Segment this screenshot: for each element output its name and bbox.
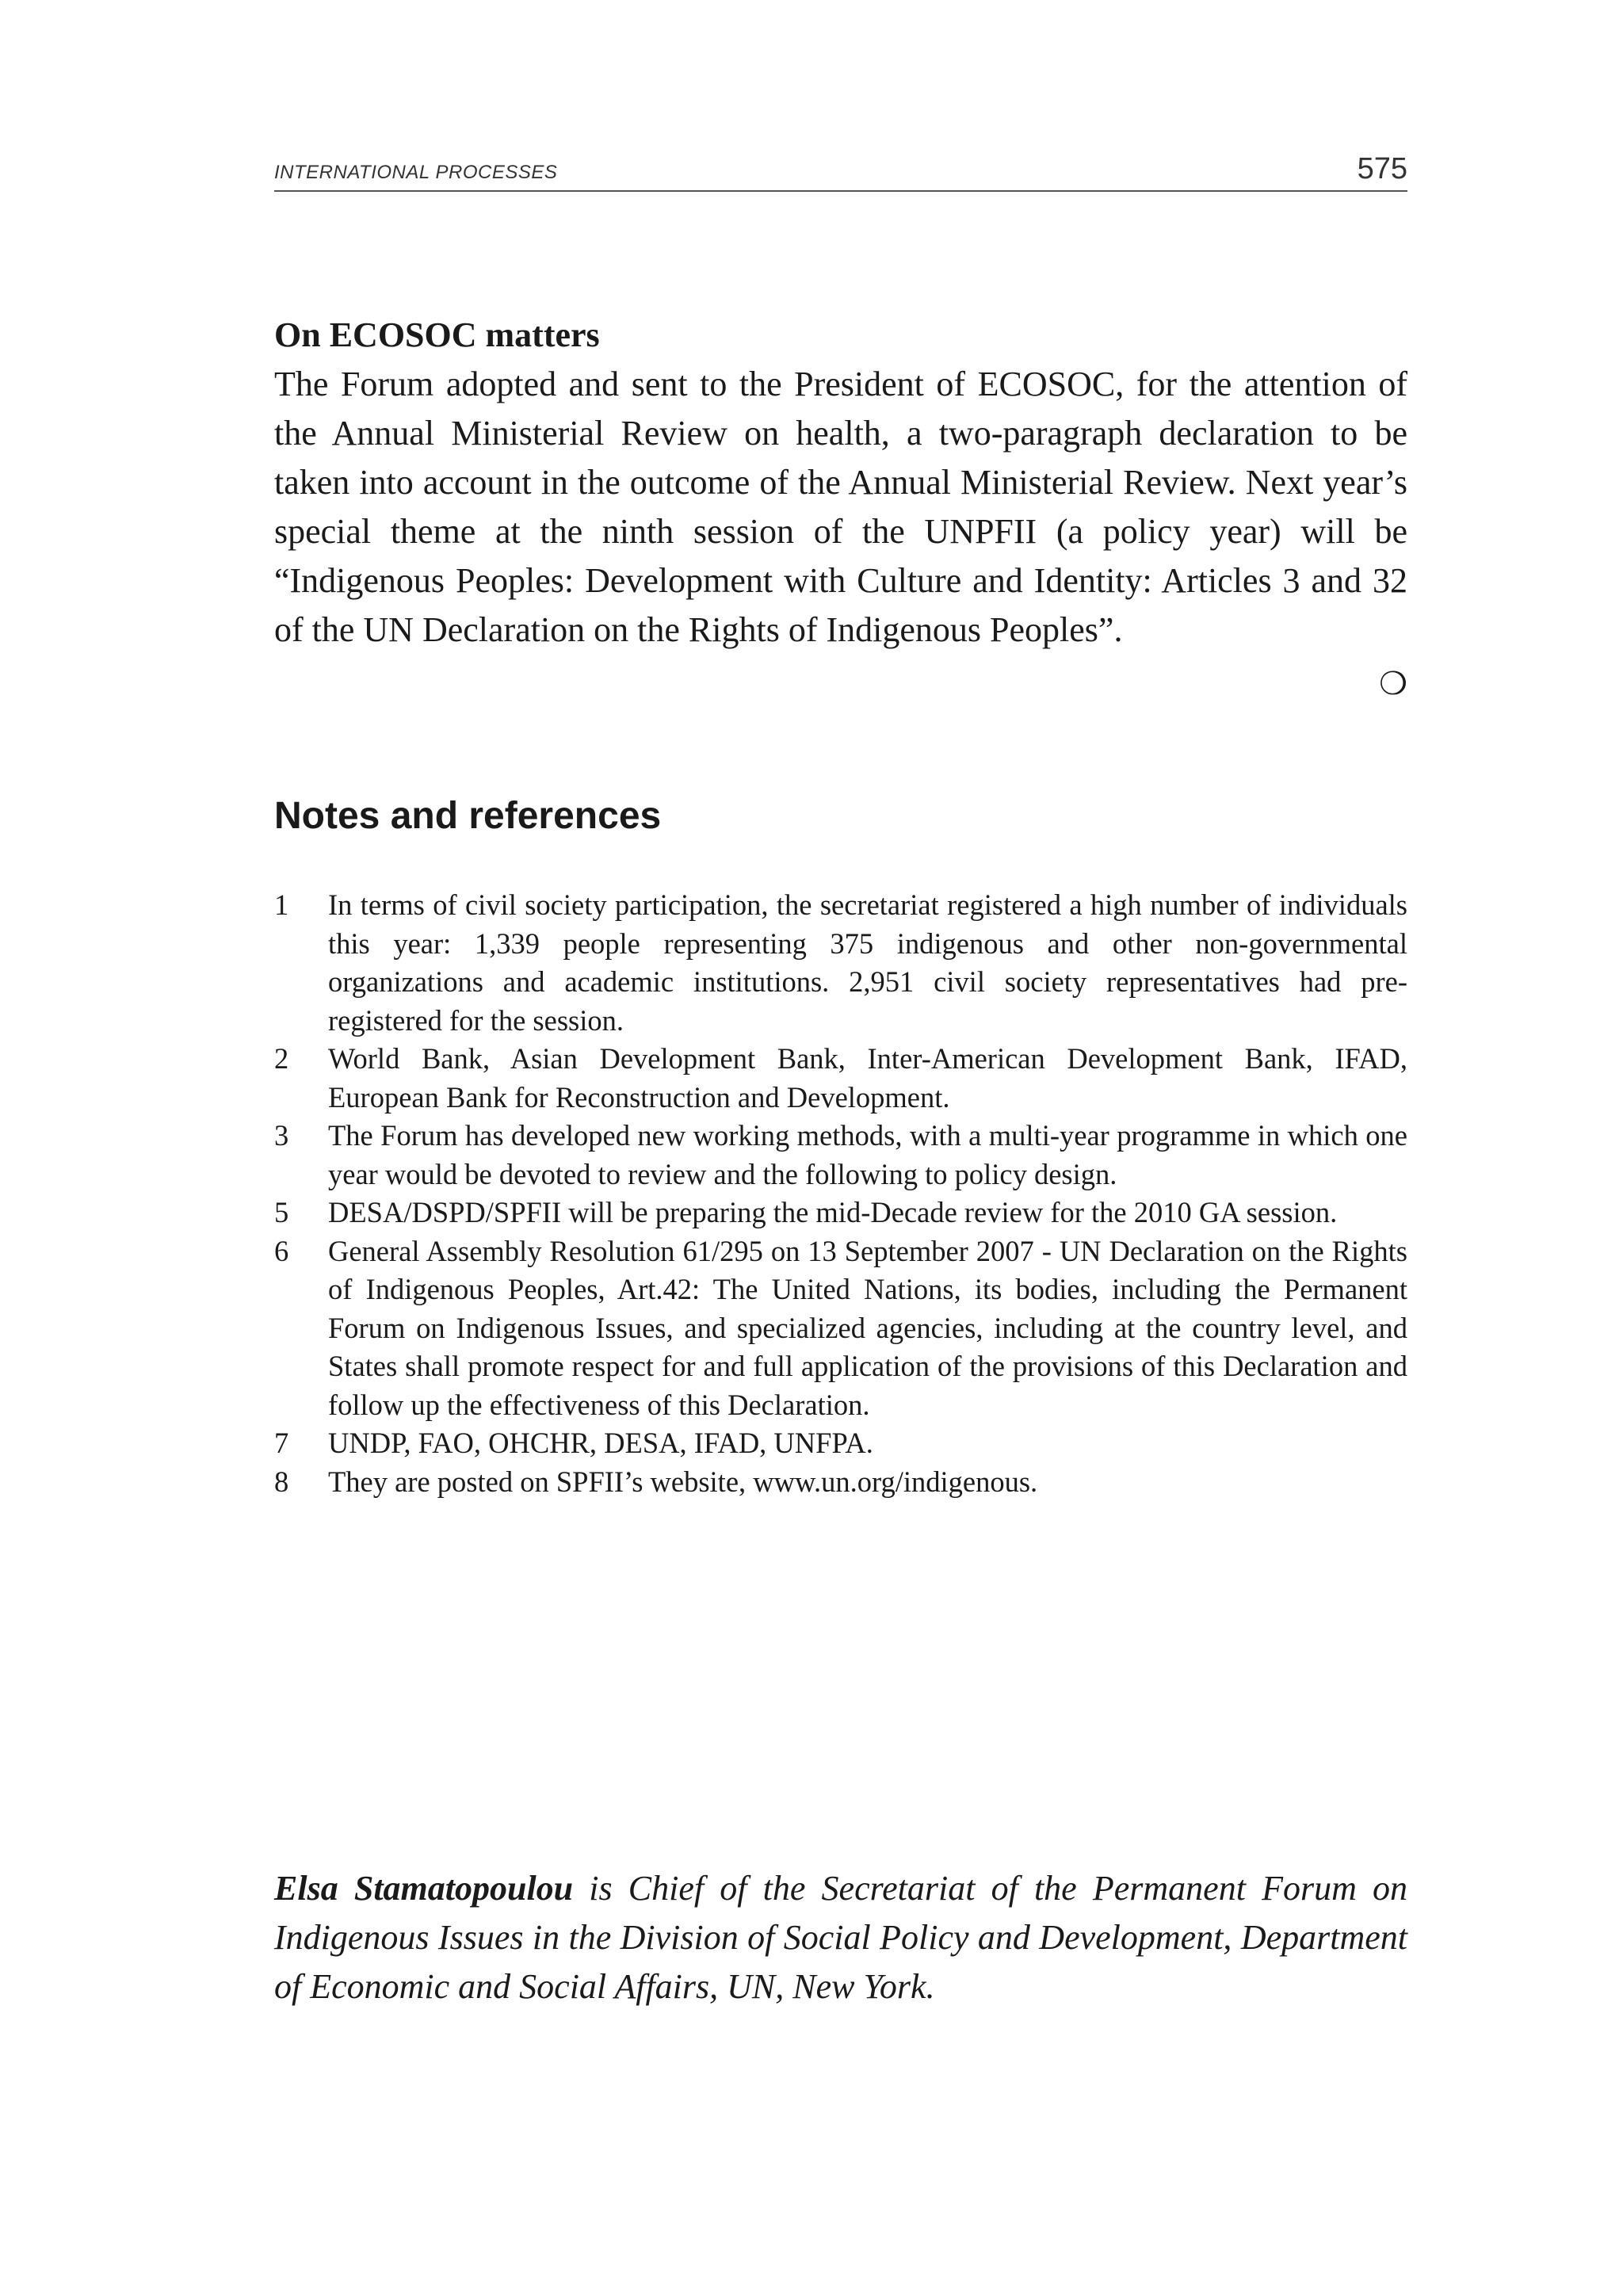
- note-text: They are posted on SPFII’s website, www.un.org/indigenous.: [328, 1465, 1038, 1498]
- author-name: Elsa Stamatopoulou: [274, 1869, 574, 1908]
- ecosoc-section: [274, 311, 1407, 702]
- note-text: DESA/DSPD/SPFII will be preparing the mid-Decade review for the 2010 GA session.: [328, 1196, 1338, 1228]
- section-body: The Forum adopted and sent to the President of ECOSOC, for the attention of the Annual Ministerial Review on health, a two-paragraph declaration to be taken into account in the outcome of the Annual Ministerial Review. Next year’s special theme at the ninth session of the UNPFII (a policy year) will be “Indigenous Peoples: Development with Culture and Identity: Articles 3 and 32 of the UN Declaration on the Rights of Indigenous Peoples”.: [274, 365, 1407, 649]
- section-heading: On ECOSOC matters: [274, 315, 600, 354]
- note-number: 1: [274, 888, 289, 921]
- note-item: [274, 1040, 1407, 1117]
- note-number: 2: [274, 1042, 289, 1075]
- note-number: 5: [274, 1196, 289, 1228]
- notes-heading: Notes and references: [274, 795, 662, 837]
- author-bio: [274, 1864, 1407, 2011]
- note-text: The Forum has developed new working methods, with a multi-year programme in which one year would be devoted to review and the following to policy design.: [328, 1119, 1407, 1190]
- note-item: [274, 1424, 1407, 1463]
- end-of-article-icon: ❍: [1379, 666, 1407, 702]
- note-number: 3: [274, 1119, 289, 1152]
- note-text: In terms of civil society participation, the secretariat registered a high number of individuals this year: 1,339 people representing 375 indigenous and other non-governmental organizations and academic institutions. 2,951 civil society representatives had pre-registered for the session.: [328, 888, 1407, 1037]
- note-number: 6: [274, 1234, 289, 1267]
- notes-list: [274, 886, 1407, 1501]
- note-number: 7: [274, 1427, 289, 1459]
- note-item: [274, 1463, 1407, 1502]
- note-text: UNDP, FAO, OHCHR, DESA, IFAD, UNFPA.: [328, 1427, 873, 1459]
- note-item: [274, 1117, 1407, 1194]
- note-number: 8: [274, 1465, 289, 1498]
- running-header-title: INTERNATIONAL PROCESSES: [274, 162, 558, 183]
- note-item: [274, 886, 1407, 1040]
- note-item: [274, 1232, 1407, 1425]
- note-item: [274, 1194, 1407, 1232]
- note-text: General Assembly Resolution 61/295 on 13 September 2007 - UN Declaration on the Rights of Indigenous Peoples, Art.42: The United Nations, its bodies, including the Permanent Forum on Indigenous Issues, and specialized agencies, including at the country level, and States shall promote respect for and full application of the provisions of this Declaration and follow up the effectiveness of this Declaration.: [328, 1234, 1407, 1421]
- note-text: World Bank, Asian Development Bank, Inter-American Development Bank, IFAD, European Bank for Reconstruction and Development.: [328, 1042, 1407, 1114]
- author-bio-text: is Chief of the Secretariat of the Permanent Forum on Indigenous Issues in the Division of Social Policy and Development, Department of Economic and Social Affairs, UN, New York.: [274, 1869, 1407, 2006]
- page-number: 575: [1357, 152, 1407, 185]
- running-header: [274, 151, 1407, 192]
